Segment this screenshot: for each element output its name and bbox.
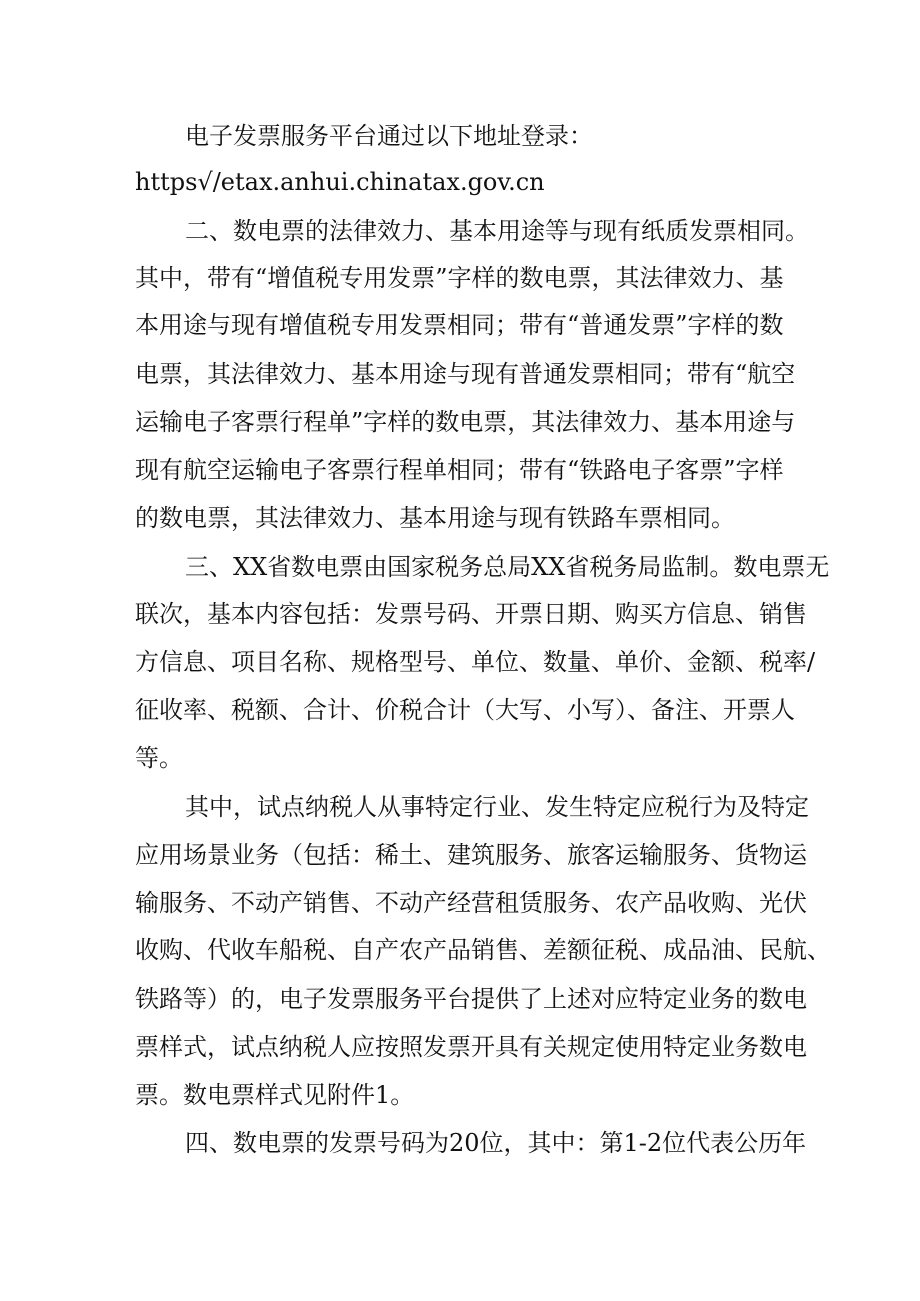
text-line-5: 本用途与现有增值税专用发票相同；带有“普通发票”字样的数	[135, 311, 784, 339]
text-line-3: 二、数电票的法律效力、基本用途等与现有纸质发票相同。	[185, 217, 809, 245]
text-line-7: 运输电子客票行程单”字样的数电票，其法律效力、基本用途与	[135, 408, 796, 436]
text-line-9: 的数电票，其法律效力、基本用途与现有铁路车票相同。	[135, 504, 735, 532]
text-line-21: 票。数电票样式见附件1。	[135, 1081, 415, 1109]
text-line-11: 联次，基本内容包括：发票号码、开票日期、购买方信息、销售	[135, 600, 807, 628]
text-line-2: https√/etax.anhui.chinatax.gov.cn	[135, 168, 545, 196]
text-line-8: 现有航空运输电子客票行程单相同；带有“铁路电子客票”字样	[135, 456, 784, 484]
text-line-22: 四、数电票的发票号码为20位，其中：第1-2位代表公历年	[185, 1129, 807, 1157]
text-line-4: 其中，带有“增值税专用发票”字样的数电票，其法律效力、基	[135, 264, 784, 292]
text-line-1: 电子发票服务平台通过以下地址登录：	[185, 122, 593, 150]
text-line-18: 收购、代收车船税、自产农产品销售、差额征税、成品油、民航、	[135, 936, 831, 964]
text-line-20: 票样式，试点纳税人应按照发票开具有关规定使用特定业务数电	[135, 1033, 807, 1061]
text-line-17: 输服务、不动产销售、不动产经营租赁服务、农产品收购、光伏	[135, 889, 807, 917]
text-line-15: 其中，试点纳税人从事特定行业、发生特定应税行为及特定	[185, 793, 809, 821]
text-line-19: 铁路等）的，电子发票服务平台提供了上述对应特定业务的数电	[135, 985, 807, 1013]
text-line-12: 方信息、项目名称、规格型号、单位、数量、单价、金额、税率/	[135, 648, 816, 676]
text-line-10: 三、XX省数电票由国家税务总局XX省税务局监制。数电票无	[185, 553, 830, 581]
text-line-6: 电票，其法律效力、基本用途与现有普通发票相同；带有“航空	[135, 360, 796, 388]
text-line-13: 征收率、税额、合计、价税合计（大写、小写）、备注、开票人	[135, 696, 795, 724]
text-line-14: 等。	[135, 744, 183, 772]
text-line-16: 应用场景业务（包括：稀土、建筑服务、旅客运输服务、货物运	[135, 841, 807, 869]
